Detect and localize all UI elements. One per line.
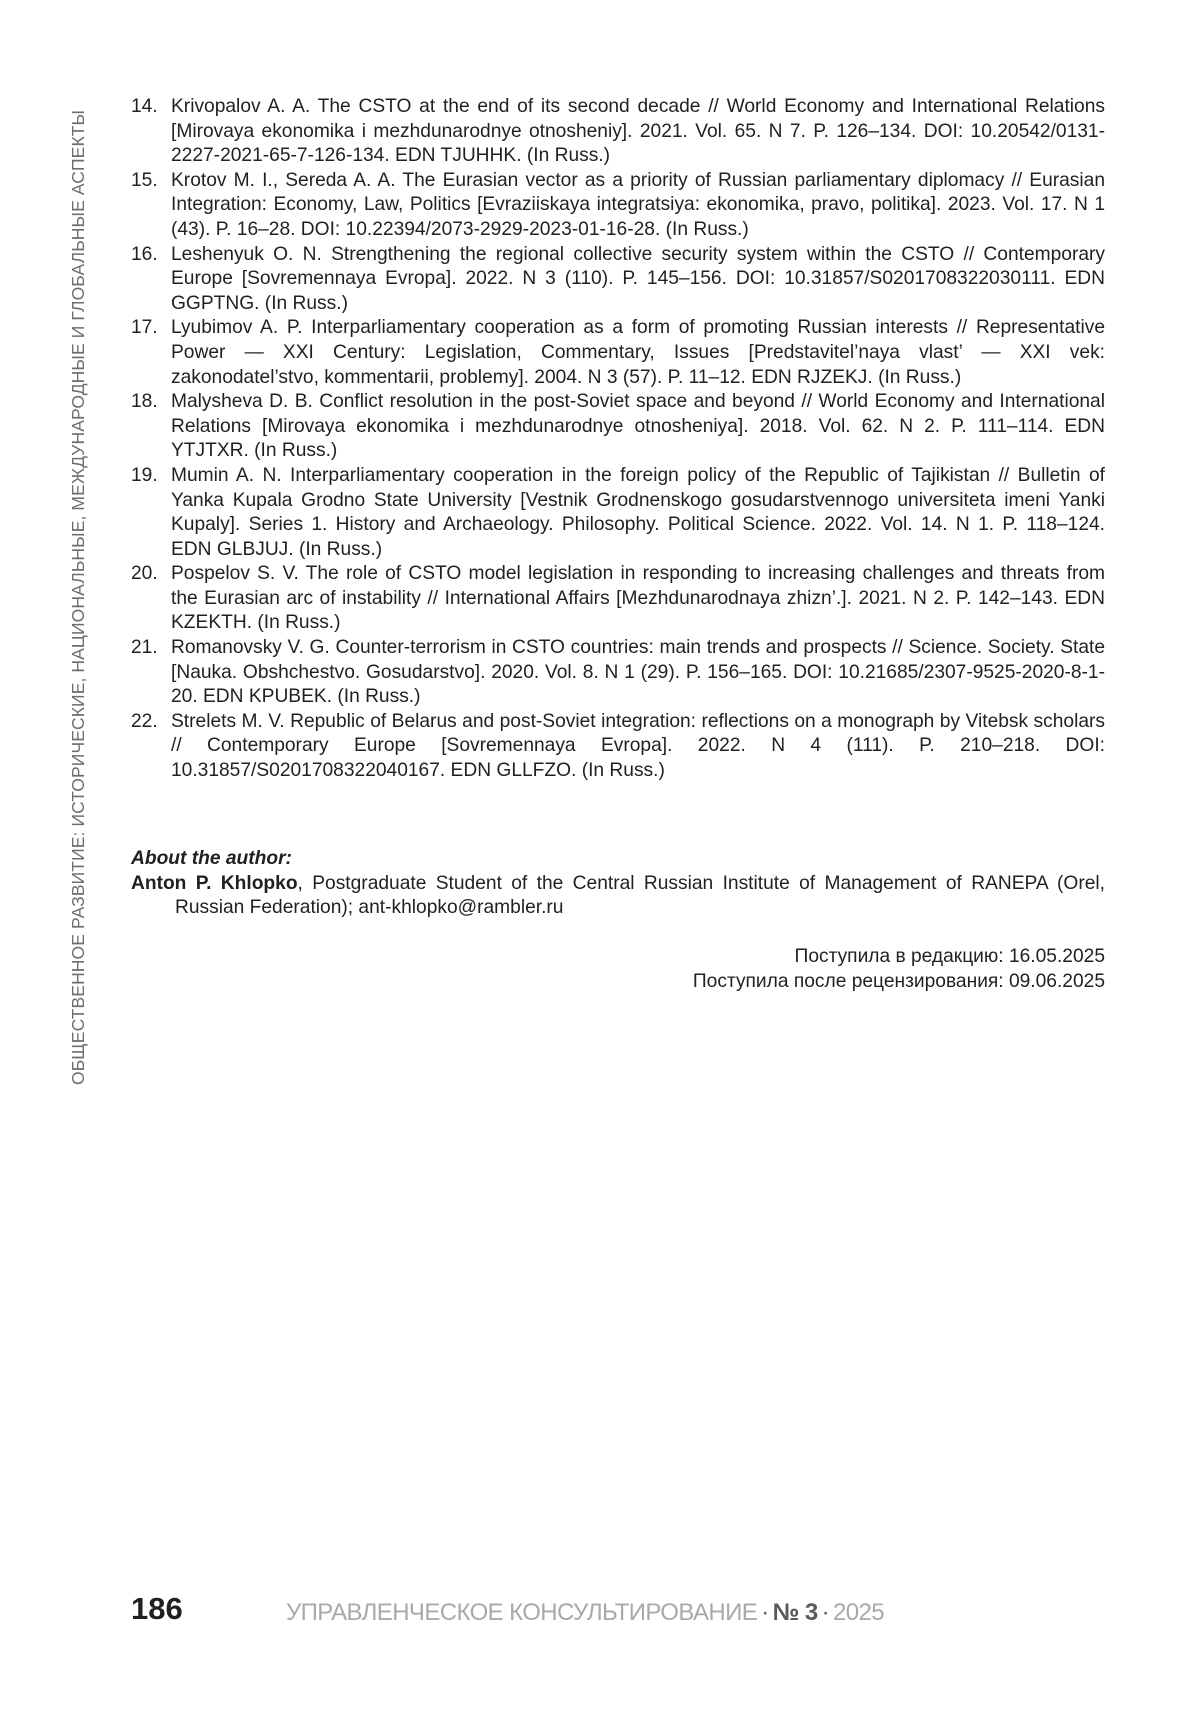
- issue-number: № 3: [773, 1599, 818, 1626]
- side-running-title: ОБЩЕСТВЕННОЕ РАЗВИТИЕ: ИСТОРИЧЕСКИЕ, НАЦИОНАЛЬНЫЕ, МЕЖДУНАРОДНЫЕ И ГЛОБАЛЬНЫЕ АСПЕКТЫ: [68, 110, 89, 1085]
- reference-number: 22.: [131, 710, 158, 735]
- reference-number: 17.: [131, 316, 158, 341]
- separator-dot: ·: [818, 1599, 833, 1626]
- reference-text: Pospelov S. V. The role of CSTO model legislation in responding to increasing challenges and threats from the Eurasian arc of instability // International Affairs [Mezhdunarodnaya zhizn’.]. 2021. N 2. P. 142–143. EDN KZEKTH. (In Russ.): [171, 563, 1105, 633]
- journal-title: УПРАВЛЕНЧЕСКОЕ КОНСУЛЬТИРОВАНИЕ: [286, 1599, 757, 1626]
- reference-text: Leshenyuk O. N. Strengthening the regional collective security system within the CSTO // Contemporary Europe [Sovremennaya Evropa]. 2022. N 3 (110). P. 145–156. DOI: 10.31857/S0201708322030111. EDN GGPTNG. (In Russ.): [171, 244, 1105, 314]
- reference-item: [131, 95, 1105, 169]
- separator-dot: ·: [757, 1599, 772, 1626]
- reference-text: Krivopalov A. A. The CSTO at the end of its second decade // World Economy and International Relations [Mirovaya ekonomika i mezhdunarodnye otnosheniy]. 2021. Vol. 65. N 7. P. 126–134. DOI: 10.20542/0131-2227-2021-65-7-126-134. EDN TJUHHK. (In Russ.): [171, 96, 1105, 166]
- about-author-text: [131, 872, 1105, 921]
- reference-item: [131, 562, 1105, 636]
- reference-item: [131, 636, 1105, 710]
- reference-number: 20.: [131, 562, 158, 587]
- reference-number: 18.: [131, 390, 158, 415]
- reference-number: 19.: [131, 464, 158, 489]
- reference-text: Malysheva D. B. Conflict resolution in the post-Soviet space and beyond // World Economy and International Relations [Mirovaya ekonomika i mezhdunarodnye otnosheniya]. 2018. Vol. 62. N 2. P. 111–114. EDN YTJTXR. (In Russ.): [171, 391, 1105, 461]
- reference-number: 16.: [131, 243, 158, 268]
- reference-item: [131, 390, 1105, 464]
- reviewed-date: Поступила после рецензирования: 09.06.2025: [693, 970, 1105, 995]
- reference-item: [131, 710, 1105, 784]
- reference-item: [131, 316, 1105, 390]
- about-author-section: [131, 847, 1105, 921]
- reference-number: 14.: [131, 95, 158, 120]
- page-footer: [131, 1591, 183, 1627]
- journal-title-line: [286, 1599, 884, 1627]
- reference-text: Mumin A. N. Interparliamentary cooperation in the foreign policy of the Republic of Tajikistan // Bulletin of Yanka Kupala Grodno State University [Vestnik Grodnenskogo gosudarstvennogo universiteta imeni Yanki Kupaly]. Series 1. History and Archaeology. Philosophy. Political Science. 2022. Vol. 14. N 1. P. 118–124. EDN GLBJUJ. (In Russ.): [171, 465, 1105, 560]
- reference-text: Strelets M. V. Republic of Belarus and post-Soviet integration: reflections on a monograph by Vitebsk scholars // Contemporary Europe [Sovremennaya Evropa]. 2022. N 4 (111). P. 210–218. DOI: 10.31857/S0201708322040167. EDN GLLFZO. (In Russ.): [171, 711, 1105, 781]
- reference-item: [131, 464, 1105, 562]
- author-details: , Postgraduate Student of the Central Russian Institute of Management of RANEPA (Orel, Russian Federation); ant-khlopko@rambler.ru: [175, 873, 1105, 919]
- about-author-heading: About the author:: [131, 847, 1105, 872]
- reference-number: 21.: [131, 636, 158, 661]
- reference-number: 15.: [131, 169, 158, 194]
- author-name: Anton P. Khlopko: [131, 873, 298, 894]
- reference-text: Lyubimov A. P. Interparliamentary cooperation as a form of promoting Russian interests // Representative Power — XXI Century: Legislation, Commentary, Issues [Predstavitel’naya vlast’ — XXI vek: zakonodatel’stvo, kommentarii, problemy]. 2004. N 3 (57). P. 11–12. EDN RJZEKJ. (In Russ.): [171, 317, 1105, 387]
- reference-item: [131, 243, 1105, 317]
- reference-item: [131, 169, 1105, 243]
- issue-year: 2025: [833, 1599, 884, 1626]
- page-number: 186: [131, 1591, 183, 1626]
- reference-list: [131, 95, 1105, 784]
- received-date: Поступила в редакцию: 16.05.2025: [693, 945, 1105, 970]
- reference-text: Krotov M. I., Sereda A. A. The Eurasian vector as a priority of Russian parliamentary diplomacy // Eurasian Integration: Economy, Law, Politics [Evraziiskaya integratsiya: ekonomika, pravo, politika]. 2023. Vol. 17. N 1 (43). P. 16–28. DOI: 10.22394/2073-2929-2023-01-16-28. (In Russ.): [171, 170, 1105, 240]
- reference-text: Romanovsky V. G. Counter-terrorism in CSTO countries: main trends and prospects // Science. Society. State [Nauka. Obshchestvo. Gosudarstvo]. 2020. Vol. 8. N 1 (29). P. 156–165. DOI: 10.21685/2307-9525-2020-8-1-20. EDN KPUBEK. (In Russ.): [171, 637, 1105, 707]
- submission-dates: [693, 945, 1105, 994]
